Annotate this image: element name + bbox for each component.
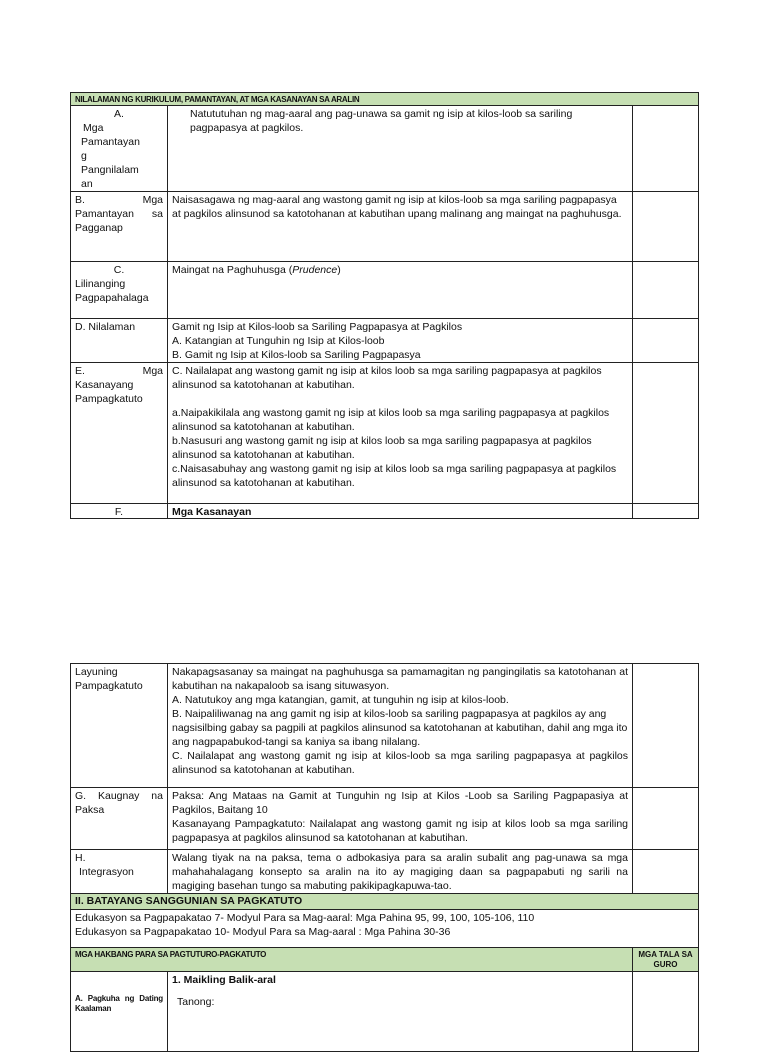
- notes-cell: [633, 262, 698, 318]
- notes-cell: [633, 192, 698, 261]
- row-label: E. Mga Kasanayang Pampagkatuto: [71, 363, 168, 503]
- content-line: Paksa: Ang Mataas na Gamit at Tunguhin ng Isip at Kilos -Loob sa Sariling Pagpapasiya at Pagkilos, Baitang 10: [172, 790, 628, 816]
- table-header-row: [71, 93, 698, 105]
- steps-header: MGA HAKBANG PARA SA PAGTUTURO-PAGKATUTO: [71, 948, 633, 971]
- spacer: [172, 392, 628, 406]
- row-content: [168, 788, 633, 849]
- reference-line: Edukasyon sa Pagpapakatao 10- Modyul Para sa Mag-aaral : Mga Pahina 30-36: [75, 926, 451, 938]
- notes-cell: [633, 788, 698, 849]
- notes-header: MGA TALA SA GURO: [633, 948, 698, 971]
- row-label: F.: [71, 504, 168, 518]
- row-label: [71, 106, 168, 191]
- row-label: B. Mga Pamantayan sa Pagganap: [71, 192, 168, 261]
- row-label: [71, 850, 168, 893]
- label-line: Mga: [83, 122, 104, 134]
- row-content: [168, 363, 633, 503]
- label-line: an: [81, 178, 93, 190]
- row-label: D. Nilalaman: [71, 319, 168, 362]
- lesson-table: [70, 663, 699, 1052]
- section-header-row: [71, 893, 698, 909]
- content-line: Gamit ng Isip at Kilos-loob sa Sariling Pagpapasya at Pagkilos: [172, 321, 463, 333]
- content-text: Maingat na Paghuhusga (: [172, 264, 293, 276]
- table-row: [71, 787, 698, 849]
- table-row: [71, 318, 698, 362]
- content-line: B. Gamit ng Isip at Kilos-loob sa Sariling Pagpapasya: [172, 349, 421, 361]
- content-line: C. Nailalapat ang wastong gamit ng isip at kilos-loob sa mga sariling pagpapasya at pagkilos alinsunod sa katotohanan at kabutihan.: [172, 750, 628, 776]
- content-text: ): [337, 264, 341, 276]
- row-content: [168, 319, 633, 362]
- label-line: C.: [113, 264, 125, 276]
- row-content: Mga Kasanayan: [168, 504, 633, 518]
- reference-line: Edukasyon sa Pagpapakatao 7- Modyul Para sa Mag-aaral: Mga Pahina 95, 99, 100, 105-106, 110: [75, 912, 535, 924]
- content-italic: Prudence: [292, 264, 338, 276]
- content-line: C. Nailalapat ang wastong gamit ng isip at kilos loob sa mga sariling pagpapasya at pagkilos alinsunod sa katotohanan at kabutihan.: [172, 365, 602, 391]
- table-row: [71, 191, 698, 261]
- notes-cell: [633, 504, 698, 518]
- steps-header-row: [71, 947, 698, 971]
- row-content: Walang tiyak na na paksa, tema o adbokasiya para sa aralin subalit ang pag-unawa sa mga mahahahalagang konsepto sa aralin na ito ay magiging daan sa pagpapabuti ng sarili na magiging basehan tungo sa mabuting pakikipagkapuwa-tao.: [168, 850, 633, 893]
- step-title: 1. Maikling Balik-aral: [172, 974, 276, 986]
- row-content: [168, 664, 633, 787]
- table-row: [71, 664, 698, 787]
- notes-cell: [633, 850, 698, 893]
- label-line: Pangnilalam: [81, 164, 139, 176]
- content-line: c.Naisasabuhay ang wastong gamit ng isip at kilos loob sa mga sariling pagpapasya at pagkilos alinsunod sa katotohanan at kabutihan.: [172, 463, 617, 489]
- row-label: [71, 262, 168, 318]
- label-line: H.: [75, 852, 86, 864]
- content-line: A. Katangian at Tunguhin ng Isip at Kilos-loob: [172, 335, 385, 347]
- label-line: g: [81, 150, 87, 162]
- label-line: Lilinanging: [75, 278, 126, 290]
- references: [71, 910, 538, 947]
- step-label: A. Pagkuha ng Dating Kaalaman: [71, 972, 168, 1051]
- table-row: [71, 503, 698, 518]
- row-label: Layuning Pampagkatuto: [71, 664, 168, 787]
- content-line: A. Natutukoy ang mga katangian, gamit, at tunguhin ng isip at kilos-loob.: [172, 694, 509, 706]
- content-line: Kasanayang Pampagkatuto: Nailalapat ang wastong gamit ng isip at kilos loob sa mga sariling pagpapasya at pagkilos alinsunod sa katotohanan at kabutihan.: [172, 818, 628, 844]
- content-line: b.Nasusuri ang wastong gamit ng isip at kilos loob sa mga sariling pagpapasya at pagkilos alinsunod sa katotohanan at kabutihan.: [172, 435, 592, 461]
- content-line: Nakapagsasanay sa maingat na paghuhusga sa pamamagitan ng pangingilatis sa katotohanan at kabutihan na nakapaloob sa isang situwasyon.: [172, 666, 628, 692]
- notes-cell: [633, 319, 698, 362]
- table-header: NILALAMAN NG KURIKULUM, PAMANTAYAN, AT MGA KASANAYAN SA ARALIN: [71, 93, 698, 105]
- notes-cell: [633, 363, 698, 503]
- row-content: [168, 262, 633, 318]
- references-row: [71, 909, 698, 947]
- notes-cell: [633, 664, 698, 787]
- label-line: Pamantayan: [81, 136, 140, 148]
- table-row: [71, 261, 698, 318]
- table-row: [71, 362, 698, 503]
- row-label: G. Kaugnay na Paksa: [71, 788, 168, 849]
- label-line: Integrasyon: [79, 866, 134, 878]
- content-line: a.Naipakikilala ang wastong gamit ng isip at kilos loob sa mga sariling pagpapasya at pagkilos alinsunod sa katotohanan at kabutihan.: [172, 407, 610, 433]
- table-row: [71, 849, 698, 893]
- row-content: Naisasagawa ng mag-aaral ang wastong gamit ng isip at kilos-loob sa mga sariling pagpapasya at pagkilos alinsunod sa katotohanan at kabutihan upang malinang ang maingat na paghuhusga.: [168, 192, 633, 261]
- notes-cell: [633, 972, 698, 1051]
- table-row: [71, 971, 698, 1051]
- step-text: Tanong:: [177, 996, 215, 1008]
- table-row: [71, 105, 698, 191]
- row-content: Natututuhan ng mag-aaral ang pag-unawa sa gamit ng isip at kilos-loob sa sariling pagpapasya at pagkilos.: [168, 106, 633, 191]
- notes-cell: [633, 106, 698, 191]
- label-line: Pagpapahalaga: [75, 292, 149, 304]
- label-line: A.: [114, 108, 124, 120]
- row-content: [168, 972, 633, 1051]
- content-line: B. Naipaliliwanag na ang gamit ng isip at kilos-loob sa sariling pagpapasya at pagkilos ay ang nagsisilbing gabay sa pagpili at pagkilos alinsunod sa katotohanan at kabutihan, dahil ang mga ito ang nagpapabukod-tangi sa kaniya sa ibang nilalang.: [172, 708, 628, 748]
- section-title: II. BATAYANG SANGGUNIAN SA PAGKATUTO: [71, 894, 698, 909]
- curriculum-table: [70, 92, 699, 519]
